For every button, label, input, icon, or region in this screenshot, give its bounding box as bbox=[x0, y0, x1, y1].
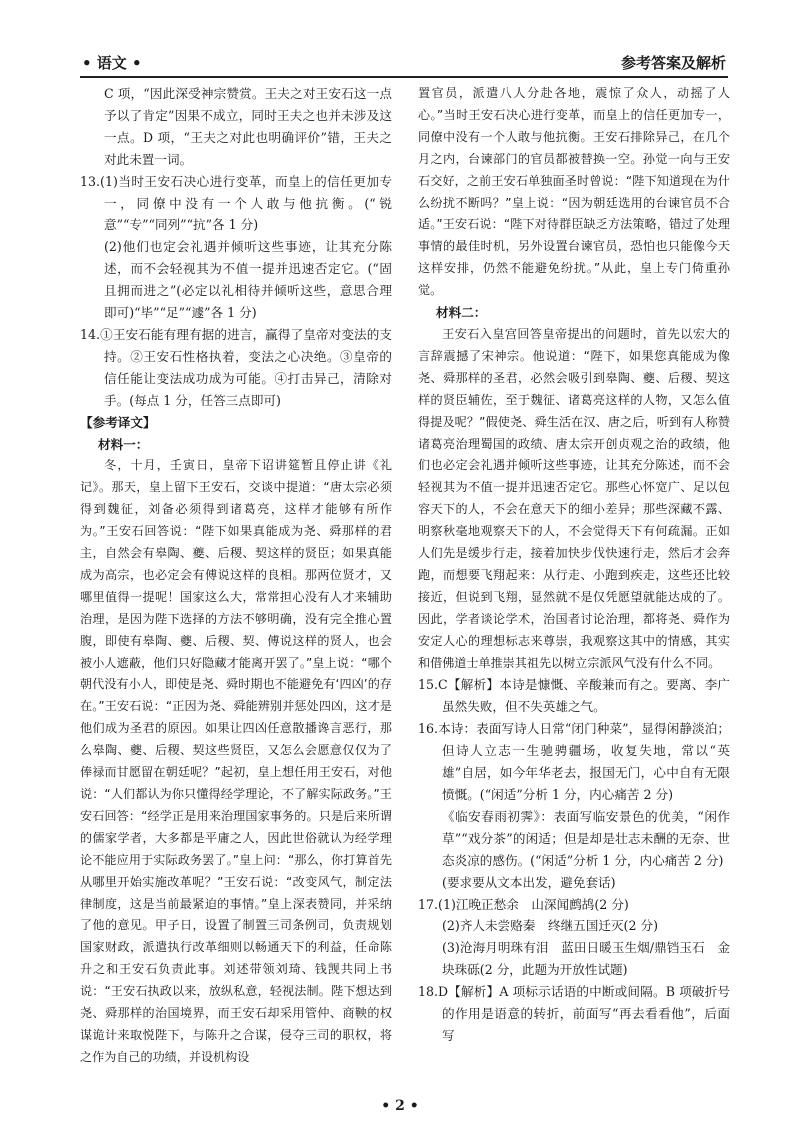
page-header bbox=[80, 50, 728, 78]
q13-part1: 13.(1)当时王安石决心进行变革，而皇上的信任更加专一，同僚中没有一个人敢与他抗衡。(“锐意”“专”“同列”“抗”各 1 分) bbox=[80, 173, 392, 233]
material-one-text: 冬，十月，壬寅日，皇帝下诏讲筵暂且停止讲《礼记》。那天，皇上留下王安石，交谈中提道：“唐太宗必须得到魏征，刘备必须得到诸葛亮，这样才能够有所作为。”王安石回答说：“陛下如果真能成为尧、舜那样的君主，自然会有皋陶、夔、后稷、契这样的贤臣；如果真能成为高宗，也必定会有傅说这样的良相。那两位贤才，又哪里值得一提呢！国家这么大，常常担心没有人才来辅助治理，是因为陛下选择的方法不够明确，没有完全推心置腹，即使有皋陶、夔、后稷、契、傅说这样的贤人，也会被小人遮蔽，他们只好隐藏才能离开罢了。”皇上说：“哪个朝代没有小人，即使是尧、舜时期也不能避免有‘四凶’的存在。”王安石说：“正因为尧、舜能辨别并惩处四凶，这才是他们成为圣君的原因。如果让四凶任意散播谗言恶行，那么皋陶、夔、后稷、契这些贤臣，又怎么会愿意仅仅为了俸禄而甘愿留在朝廷呢？”起初，皇上想任用王安石，对他说：“人们都认为你只懂得经学理论，不了解实际政务。”王安石回答：“经学正是用来治理国家事务的。只是后来所谓的儒家学者，大多都是平庸之人，因此世俗就认为经学理论不能应用于实际政务罢了。”皇上问：“那么，你打算首先从哪里开始实施改革呢？”王安石说：“改变风气，制定法律制度，这是当前最紧迫的事情。”皇上深表赞同，并采纳了他的意见。甲子日，设置了制置三司条例司，负责规划国家财政，派遣执行改革细则以畅通天下的利益，任命陈升之和王安石负责此事。刘述带领刘琦、钱觊共同上书说：“王安石执政以来，放纵私意，轻视法制。陛下想达到尧、舜那样的治国境界，而王安石却采用管仲、商鞅的权谋诡计来取悦陛下，与陈升之合谋，侵夺三司的职权，将之作为自己的功绩，并设机构设 bbox=[80, 458, 392, 1064]
material-one-continuation: 置官员，派遣八人分赴各地，震惊了众人，动摇了人心。”当时王安石决心进行变革，而皇上的信任更加专一，同僚中没有一个人敢与他抗衡。王安石排除异己，在几个月之内，台谏部门的官员都被替换一空。孙觉一向与王安石交好，之前王安石单独面圣时曾说：“陛下知道现在为什么纷扰不断吗？”皇上说：“因为朝廷选用的台谏官员不合适。”王安石说：“陛下对待群臣缺乏方法策略，错过了处理事情的最佳时机，另外设置台谏官员，恐怕也只能像今天这样安排，仍然不能避免纷扰。”从此，皇上专门倚重孙觉。 bbox=[418, 86, 730, 298]
material-two-heading: 材料二： bbox=[436, 305, 487, 321]
subject-label: • 语文 • bbox=[82, 54, 142, 72]
q16-answer-part2: 《临安春雨初霁》：表面写临安景色的优美，“闲作草”“戏分茶”的闲适；但是却是壮志未酬的无奈、世态炎凉的感伤。(“闲适”分析 1 分，内心痛苦 2 分) bbox=[442, 808, 730, 868]
q17-part1: 17.(1)江晚正愁余 山深闻鹧鸪(2 分) bbox=[418, 896, 629, 912]
material-one-heading: 材料一： bbox=[98, 436, 149, 452]
q14-answer: 14.①王安石能有理有据的进言，赢得了皇帝对变法的支持。②王安石性格执着，变法之心决绝。③皇帝的信任能让变法成功成为可能。④打击异己，清除对手。(每点 1 分，任答三点即可) bbox=[80, 326, 392, 408]
left-column bbox=[80, 83, 392, 1093]
reference-translation-heading: 【参考译文】 bbox=[80, 414, 156, 430]
page-number: • 2 • bbox=[381, 1098, 419, 1114]
right-column bbox=[418, 83, 730, 1093]
q16-note: (要求要从文本出发，避免套话) bbox=[442, 874, 616, 890]
header-title: 参考答案及解析 bbox=[620, 54, 726, 72]
q17-part2: (2)齐人未尝赂秦 终继五国迁灭(2 分) bbox=[442, 918, 658, 934]
q13-part2: (2)他们也定会礼遇并倾听这些事迹，让其充分陈述，而不会轻视其为不值一提并迅速否定它。(“固且拥而进之”(必定以礼相待并倾听这些，意思合理即可)“毕”“足”“遽”各 1 分) bbox=[104, 239, 392, 321]
q12-continuation: C 项，“因此深受神宗赞赏。王夫之对王安石这一点予以了肯定”因果不成立，同时王夫之也并未涉及这一点。D 项，“王夫之对此也明确评价”错，王夫之对此未置一词。 bbox=[104, 86, 392, 167]
q15-answer: 15.C【解析】本诗是慷慨、辛酸兼而有之。要离、李广虽然失败，但不失英雄之气。 bbox=[418, 677, 730, 715]
q18-answer: 18.D【解析】A 项标示话语的中断或间隔。B 项破折号的作用是语意的转折，前面写“再去看看他”，后面写 bbox=[418, 984, 730, 1043]
material-two-text: 王安石入皇宫回答皇帝提出的问题时，首先以宏大的言辞震撼了宋神宗。他说道：“陛下，如果您真能成为像尧、舜那样的圣君，必然会吸引到皋陶、夔、后稷、契这样的贤臣辅佐，至于魏征、诸葛亮这样的人物，又怎么值得提及呢？”假使尧、舜生活在汉、唐之后，听到有人称赞诸葛亮治理蜀国的政绩、唐太宗开创贞观之治的政绩，他们也必定会礼遇并倾听这些事迹，让其充分陈述，而不会轻视其为不值一提并迅速否定它。那些心怀宽广、足以包容天下的人，不会在意天下的细小差异；那些深藏不露、明察秋毫地观察天下的人，不会觉得天下有何疏漏。正如人们先是缓步行走，接着加快步伐快速行走，然后才会奔跑，而想要飞翔起来：从行走、小跑到疾走，这些还比较接近，但说到飞翔，显然就不是仅凭愿望就能达成的了。因此，学者谈论学术，治国者讨论治理，都将尧、舜作为安定人心的理想标志来尊崇，我观察这其中的情感，其实和借佛道士单推崇其祖先以树立宗派风气没有什么不同。 bbox=[418, 326, 730, 670]
q17-part3: (3)沧海月明珠有泪 蓝田日暖玉生烟/鼎铛玉石 金块珠砾(2 分，此题为开放性试题) bbox=[442, 940, 730, 978]
q16-answer-part1: 16.本诗：表面写诗人日常“闭门种菜”，显得闲静淡泊；但诗人立志一生驰骋疆场，收复失地，常以“英雄”自居，如今年华老去，报国无门，心中自有无限愤慨。(“闲适”分析 1 分，内心痛苦 2 分) bbox=[418, 721, 730, 802]
